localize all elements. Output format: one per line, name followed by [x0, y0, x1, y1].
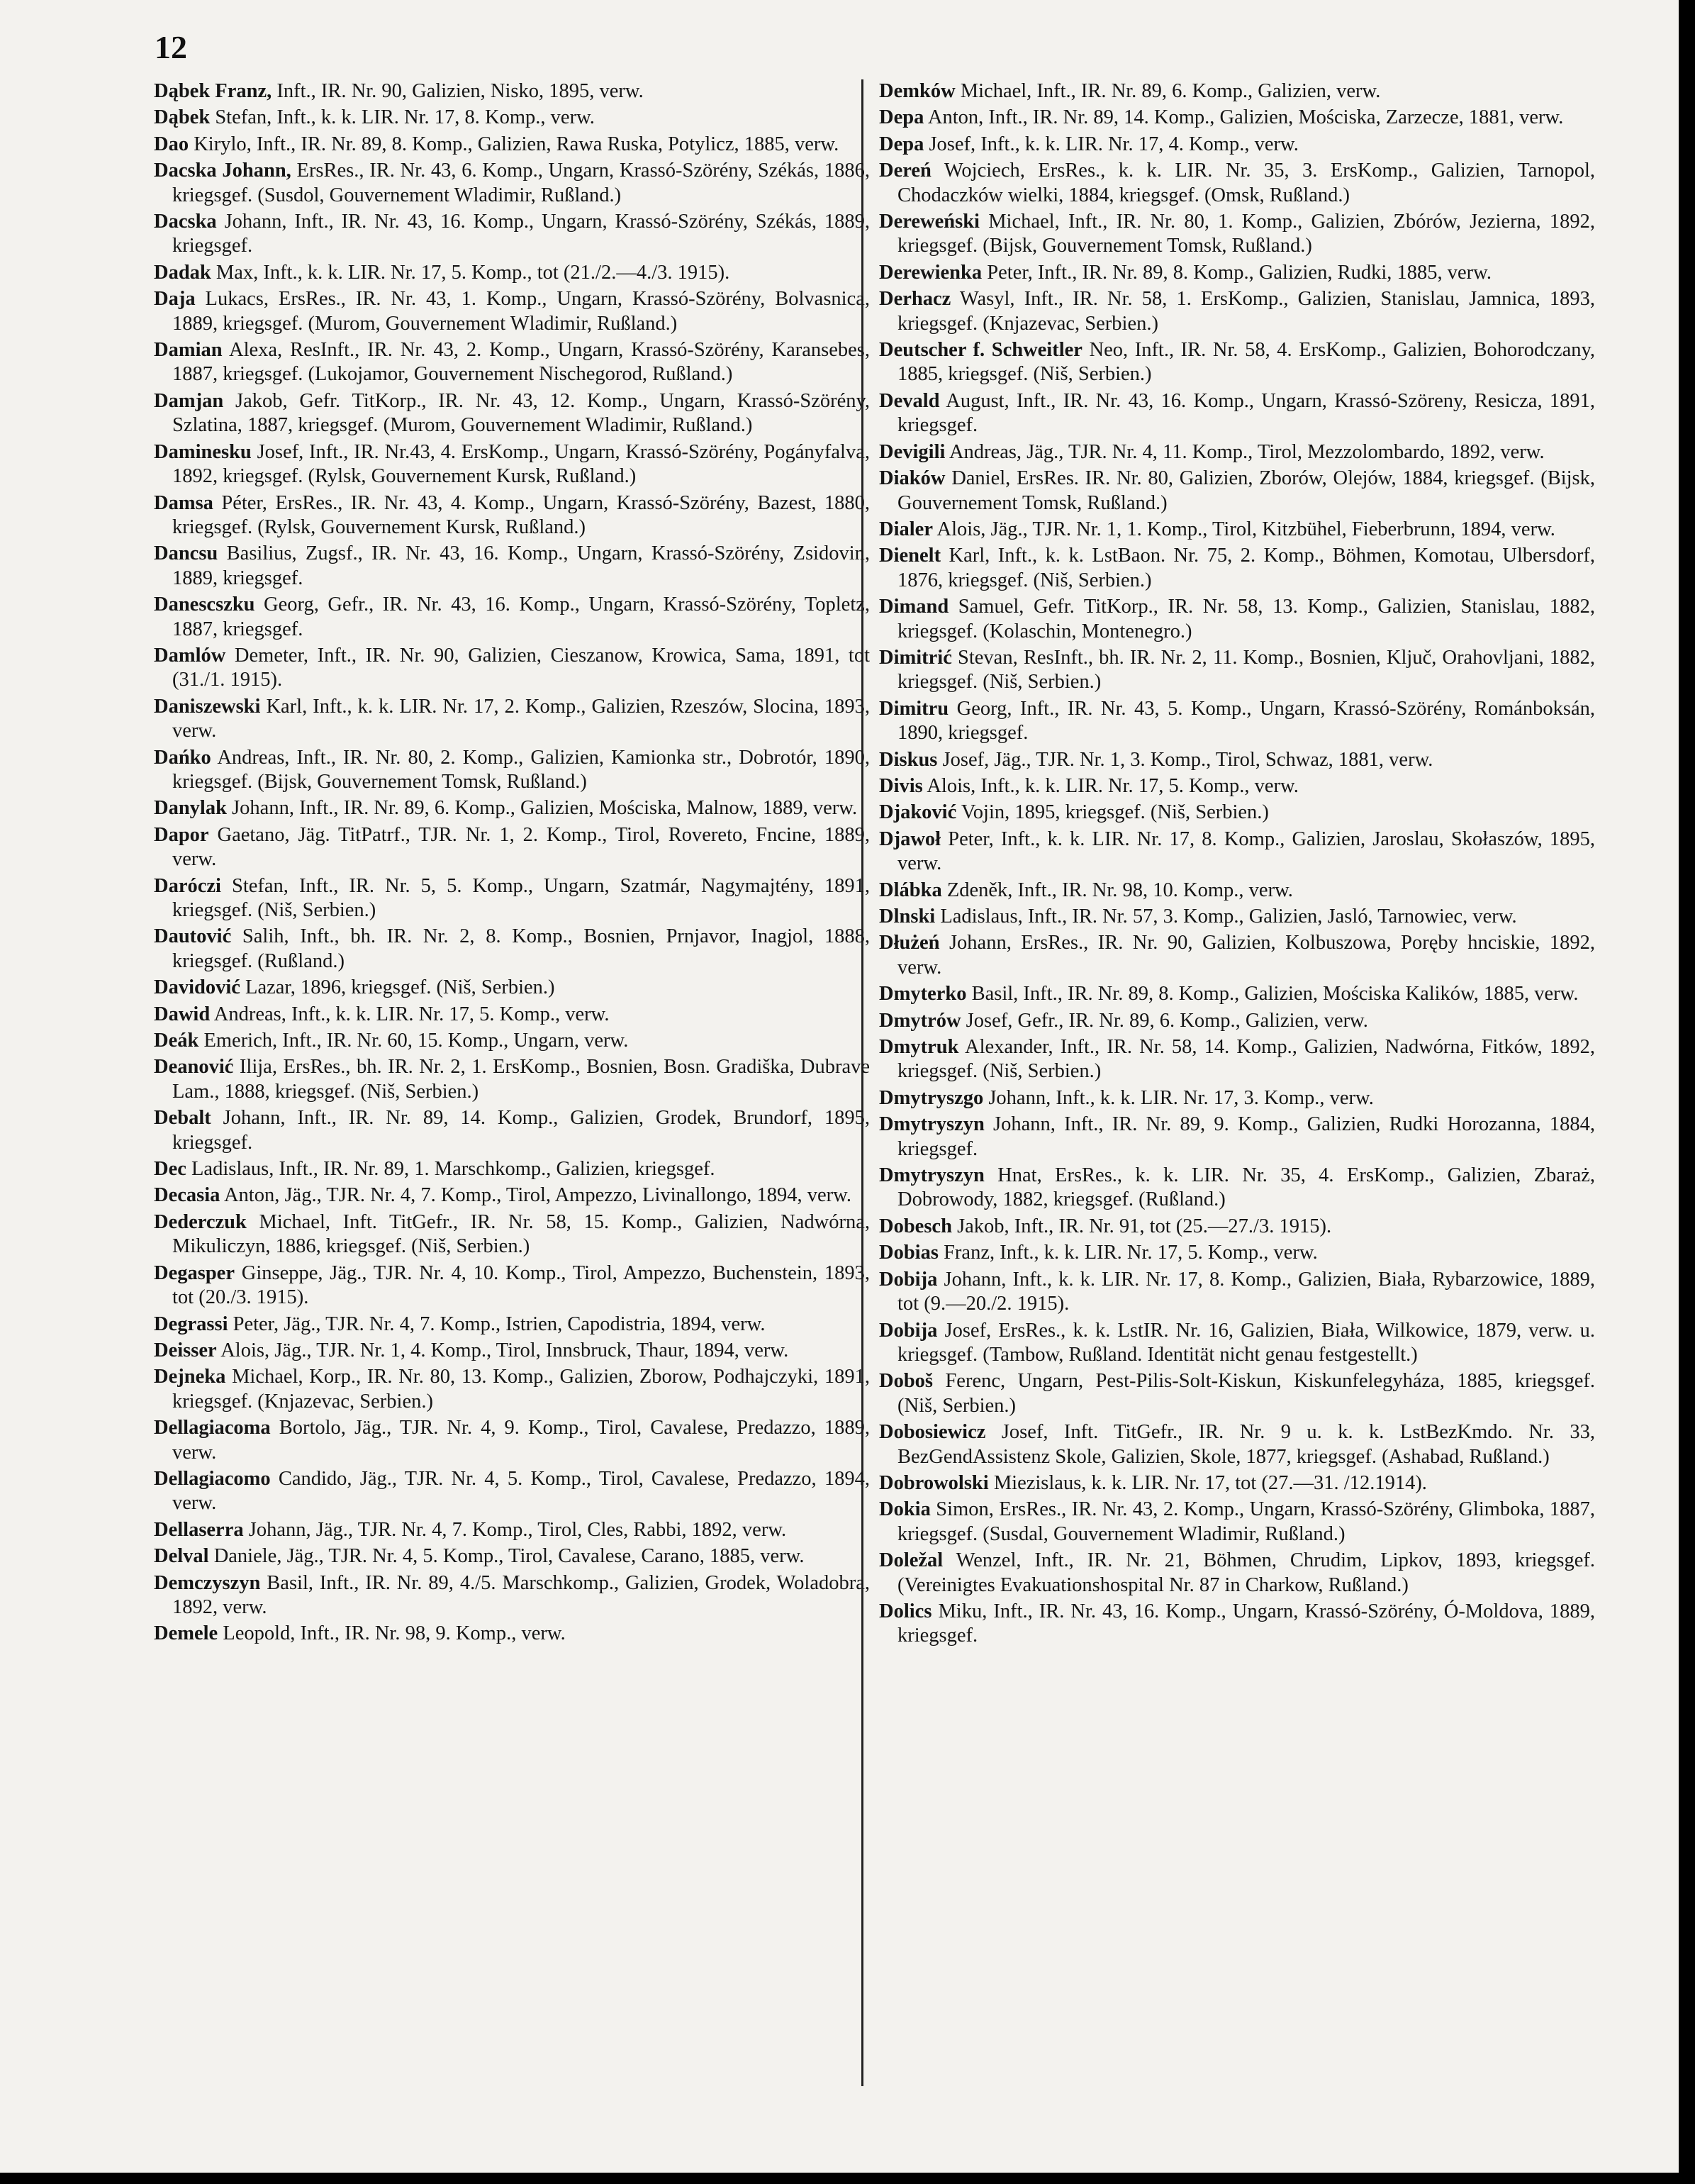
entry-surname: Degrassi: [154, 1313, 228, 1335]
entry-details: Josef, Inft., IR. Nr.43, 4. ErsKomp., Ungarn, Krassó-Szörény, Pogányfalva, 1892, kriegsgef. (Rylsk, Gouvernement Kursk, Rußland.): [172, 440, 870, 488]
entry-surname: Dobias: [879, 1242, 939, 1264]
entry-surname: Dec: [154, 1158, 186, 1181]
entry-surname: Dienelt: [879, 545, 941, 567]
entry-surname: Debalt: [154, 1107, 211, 1130]
entry-surname: Dąbek: [154, 106, 211, 129]
entry-details: Ladislaus, Inft., IR. Nr. 57, 3. Komp., Galizien, Jasló, Tarnowiec, verw.: [940, 906, 1517, 927]
register-entry: [879, 1420, 1595, 1469]
entry-surname: Doboš: [879, 1370, 934, 1393]
register-entry: [879, 106, 1595, 130]
entry-surname: Dańko: [154, 746, 211, 769]
register-entry: [879, 261, 1595, 285]
entry-surname: Devigili: [879, 440, 946, 463]
register-entry: [879, 595, 1595, 644]
entry-details: Ferenc, Ungarn, Pest-Pilis-Solt-Kiskun, Kiskunfelegyháza, 1885, kriegsgef. (Niš, Serbien.): [897, 1370, 1595, 1417]
entry-surname: Dmyterko: [879, 983, 967, 1005]
register-entry: [154, 1571, 870, 1620]
entry-details: Wenzel, Inft., IR. Nr. 21, Böhmen, Chrudim, Lipkov, 1893, kriegsgef. (Vereinigtes Evakuationshospital Nr. 87 in Charkow, Rußland.): [897, 1549, 1595, 1596]
register-entry: [154, 1003, 870, 1027]
entry-surname: Devald: [879, 389, 940, 412]
entry-details: Stevan, ResInft., bh. IR. Nr. 2, 11. Komp., Bosnien, Ključ, Orahovljani, 1882, kriegsgef. (Niš, Serbien.): [897, 646, 1595, 693]
entry-details: Zdeněk, Inft., IR. Nr. 98, 10. Komp., verw.: [946, 879, 1293, 901]
entry-details: Wojciech, ErsRes., k. k. LIR. Nr. 35, 3. ErsKomp., Galizien, Tarnopol, Chodaczków wielki, 1884, kriegsgef. (Omsk, Rußland.): [897, 160, 1595, 206]
entry-details: Peter, Inft., k. k. LIR. Nr. 17, 8. Komp., Galizien, Jaroslau, Skołaszów, 1895, verw.: [897, 828, 1595, 875]
entry-surname: Dobesch: [879, 1215, 952, 1237]
entry-surname: Daróczi: [154, 874, 221, 897]
register-entry: [154, 1544, 870, 1569]
register-entry: [154, 79, 870, 104]
entry-surname: Depa: [879, 133, 924, 155]
entry-surname: Dmytryszyn: [879, 1113, 985, 1136]
entry-surname: Demków: [879, 80, 956, 102]
entry-surname: Diaków: [879, 467, 946, 490]
entry-details: Samuel, Gefr. TitKorp., IR. Nr. 58, 13. Komp., Galizien, Stanislau, 1882, kriegsgef. (Kolaschin, Montenegro.): [897, 596, 1595, 642]
entry-details: Johann, Jäg., TJR. Nr. 4, 7. Komp., Tirol, Cles, Rabbi, 1892, verw.: [248, 1518, 787, 1541]
entry-surname: Dimand: [879, 596, 949, 618]
entry-surname: Dapor: [154, 823, 209, 846]
entry-surname: Dadak: [154, 261, 211, 284]
register-entry: [154, 1210, 870, 1259]
entry-details: Kirylo, Inft., IR. Nr. 89, 8. Komp., Galizien, Rawa Ruska, Potylicz, 1885, verw.: [194, 133, 839, 155]
register-entry: [154, 1365, 870, 1414]
entry-surname: Delval: [154, 1545, 209, 1568]
entry-details: Jakob, Inft., IR. Nr. 91, tot (25.—27./3. 1915).: [957, 1215, 1332, 1237]
register-entry: [879, 1164, 1595, 1213]
entry-details: Alexa, ResInft., IR. Nr. 43, 2. Komp., Ungarn, Krassó-Szörény, Karansebes, 1887, kriegsgef. (Lukojamor, Gouvernement Nischegorod, Rußland.): [172, 339, 870, 386]
page-number: 12: [155, 29, 187, 65]
entry-details: Michael, Korp., IR. Nr. 80, 13. Komp., Galizien, Zborow, Podhajczyki, 1891, kriegsgef. (Knjazevac, Serbien.): [172, 1366, 870, 1413]
entry-details: Miku, Inft., IR. Nr. 43, 16. Komp., Ungarn, Krassó-Szörény, Ó-Moldova, 1889, kriegsgef.: [897, 1600, 1595, 1647]
entry-surname: Decasia: [154, 1184, 220, 1207]
entry-details: Franz, Inft., k. k. LIR. Nr. 17, 5. Komp., verw.: [944, 1242, 1318, 1264]
register-entry: [154, 874, 870, 923]
entry-surname: Demczyszyn: [154, 1571, 261, 1594]
entry-details: Josef, Gefr., IR. Nr. 89, 6. Komp., Galizien, verw.: [966, 1009, 1368, 1032]
entry-details: Peter, Inft., IR. Nr. 89, 8. Komp., Galizien, Rudki, 1885, verw.: [987, 261, 1492, 284]
register-entry: [154, 1313, 870, 1337]
entry-surname: Demele: [154, 1622, 218, 1645]
entry-details: Salih, Inft., bh. IR. Nr. 2, 8. Komp., Bosnien, Prnjavor, Inagjol, 1888, kriegsgef. (Rußland.): [172, 925, 870, 972]
entry-details: Johann, Inft., IR. Nr. 89, 14. Komp., Galizien, Grodek, Brundorf, 1895, kriegsgef.: [172, 1107, 870, 1154]
entry-surname: Deutscher f. Schweitler: [879, 339, 1083, 362]
entry-details: Ladislaus, Inft., IR. Nr. 89, 1. Marschkomp., Galizien, kriegsgef.: [191, 1158, 715, 1181]
register-entry: [879, 1549, 1595, 1598]
register-entry: [879, 1498, 1595, 1547]
entry-surname: Dellagiacoma: [154, 1417, 271, 1439]
register-entry: [154, 133, 870, 157]
entry-details: Johann, Inft., IR. Nr. 89, 9. Komp., Galizien, Rudki Horozanna, 1884, kriegsgef.: [897, 1113, 1595, 1160]
register-entry: [879, 646, 1595, 695]
entry-surname: Dao: [154, 133, 189, 155]
register-entry: [154, 1467, 870, 1516]
entry-details: Lukacs, ErsRes., IR. Nr. 43, 1. Komp., Ungarn, Krassó-Szörény, Bolvasnica, 1889, kriegsgef. (Murom, Gouvernement Wladimir, Rußland.): [172, 288, 870, 335]
register-entry: [879, 1086, 1595, 1110]
register-entry: [154, 976, 870, 1000]
entry-surname: Dlábka: [879, 879, 942, 901]
entry-details: Georg, Gefr., IR. Nr. 43, 16. Komp., Ungarn, Krassó-Szörény, Topletz, 1887, kriegsgef.: [172, 594, 870, 640]
entry-surname: Degasper: [154, 1261, 235, 1284]
entry-surname: Dawid: [154, 1003, 211, 1025]
register-entry: [154, 106, 870, 130]
register-entry: [154, 1339, 870, 1363]
entry-surname: Deisser: [154, 1339, 217, 1361]
register-entry: [154, 159, 870, 208]
entry-details: Georg, Inft., IR. Nr. 43, 5. Komp., Ungarn, Krassó-Szörény, Románboksán, 1890, kriegsgef.: [897, 697, 1595, 745]
entry-details: Josef, Inft., k. k. LIR. Nr. 17, 4. Komp., verw.: [929, 133, 1299, 155]
entry-details: Emerich, Inft., IR. Nr. 60, 15. Komp., Ungarn, verw.: [203, 1030, 629, 1052]
entry-details: Miezislaus, k. k. LIR. Nr. 17, tot (27.—31. /12.1914).: [993, 1471, 1427, 1494]
entry-surname: Doležal: [879, 1549, 944, 1572]
register-entry: [154, 389, 870, 438]
register-entry: [154, 287, 870, 336]
register-entry: [879, 544, 1595, 593]
register-entry: [154, 695, 870, 744]
entry-surname: Deák: [154, 1030, 199, 1052]
register-entry: [154, 644, 870, 693]
entry-details: Gaetano, Jäg. TitPatrf., TJR. Nr. 1, 2. Komp., Tirol, Rovereto, Fncine, 1889, verw.: [172, 823, 870, 871]
register-entry: [879, 79, 1595, 104]
entry-details: Inft., IR. Nr. 90, Galizien, Nisko, 1895, verw.: [276, 80, 644, 102]
entry-details: Bortolo, Jäg., TJR. Nr. 4, 9. Komp., Tirol, Cavalese, Predazzo, 1889, verw.: [172, 1417, 870, 1464]
register-entry: [154, 440, 870, 489]
register-entry: [879, 1035, 1595, 1084]
register-entry: [879, 1268, 1595, 1317]
entry-details: Anton, Jäg., TJR. Nr. 4, 7. Komp., Tirol, Ampezzo, Livinallongo, 1894, verw.: [223, 1184, 852, 1207]
entry-surname: Dacska: [154, 211, 217, 233]
entry-details: August, Inft., IR. Nr. 43, 16. Komp., Ungarn, Krassó-Szöreny, Resicza, 1891, kriegsgef.: [897, 389, 1595, 437]
entry-surname: Damlów: [154, 644, 226, 667]
register-entry: [879, 1241, 1595, 1265]
entry-details: Max, Inft., k. k. LIR. Nr. 17, 5. Komp., tot (21./2.—4./3. 1915).: [216, 261, 730, 284]
entry-details: Stefan, Inft., IR. Nr. 5, 5. Komp., Ungarn, Szatmár, Nagymajtény, 1891, kriegsgef. (Niš, Serbien.): [172, 874, 870, 921]
entry-surname: Daniszewski: [154, 695, 261, 718]
entry-details: Andreas, Jäg., TJR. Nr. 4, 11. Komp., Tirol, Mezzolombardo, 1892, verw.: [949, 440, 1545, 463]
register-entry: [154, 1622, 870, 1646]
entry-details: Johann, Inft., IR. Nr. 89, 6. Komp., Galizien, Mościska, Malnow, 1889, verw.: [232, 797, 858, 820]
entry-details: Johann, Inft., k. k. LIR. Nr. 17, 3. Komp., verw.: [988, 1086, 1374, 1109]
entry-surname: Derhacz: [879, 288, 951, 311]
register-entry: [879, 133, 1595, 157]
register-entry: [154, 1183, 870, 1208]
entry-details: Josef, Inft. TitGefr., IR. Nr. 9 u. k. k. LstBezKmdo. Nr. 33, BezGendAssistenz Skole, Galizien, Skole, 1877, kriegsgef. (Ashabad, Rußland.): [897, 1421, 1595, 1468]
register-entry: [154, 593, 870, 642]
register-entry: [154, 1416, 870, 1465]
entry-details: Johann, Inft., IR. Nr. 43, 16. Komp., Ungarn, Krassó-Szörény, Székás, 1889, kriegsgef.: [172, 211, 870, 257]
entry-details: Stefan, Inft., k. k. LIR. Nr. 17, 8. Komp., verw.: [215, 106, 595, 129]
entry-surname: Dlnski: [879, 906, 936, 927]
entry-surname: Djaković: [879, 801, 957, 824]
register-entry: [154, 491, 870, 540]
entry-surname: Dolics: [879, 1600, 932, 1622]
entry-details: Neo, Inft., IR. Nr. 58, 4. ErsKomp., Galizien, Bohorodczany, 1885, kriegsgef. (Niš, Serbien.): [897, 339, 1595, 386]
register-entry: [879, 1369, 1595, 1418]
register-entry: [154, 1157, 870, 1181]
entry-details: Peter, Jäg., TJR. Nr. 4, 7. Komp., Istrien, Capodistria, 1894, verw.: [233, 1313, 766, 1335]
entry-surname: Dmytryszgo: [879, 1086, 984, 1109]
entry-surname: Dejneka: [154, 1366, 226, 1388]
entry-surname: Derewienka: [879, 261, 983, 284]
entry-surname: Davidović: [154, 976, 240, 999]
register-entry: [879, 697, 1595, 746]
entry-details: Karl, Inft., k. k. LIR. Nr. 17, 2. Komp., Galizien, Rzeszów, Slocina, 1893, verw.: [172, 695, 870, 742]
entry-details: Josef, Jäg., TJR. Nr. 1, 3. Komp., Tirol, Schwaz, 1881, verw.: [942, 748, 1433, 771]
entry-surname: Damsa: [154, 491, 213, 514]
entry-surname: Dederczuk: [154, 1210, 247, 1233]
entry-surname: Divis: [879, 774, 923, 797]
register-entry: [879, 1009, 1595, 1033]
register-entry: [879, 159, 1595, 208]
entry-details: Basil, Inft., IR. Nr. 89, 4./5. Marschkomp., Galizien, Grodek, Woladobra, 1892, verw.: [172, 1571, 870, 1618]
entry-surname: Dobija: [879, 1268, 938, 1291]
register-entry: [154, 1029, 870, 1053]
entry-details: Michael, Inft., IR. Nr. 89, 6. Komp., Galizien, verw.: [960, 80, 1381, 102]
entry-details: Jakob, Gefr. TitKorp., IR. Nr. 43, 12. Komp., Ungarn, Krassó-Szörény, Szlatina, 1887, kriegsgef. (Murom, Gouvernement Wladimir, Rußland.): [172, 389, 870, 437]
entry-surname: Daminesku: [154, 440, 252, 463]
register-entry: [879, 748, 1595, 772]
entry-surname: Depa: [879, 106, 924, 129]
entry-details: Karl, Inft., k. k. LstBaon. Nr. 75, 2. Komp., Böhmen, Komotau, Ulbersdorf, 1876, kriegsgef. (Niš, Serbien.): [897, 545, 1595, 591]
entry-details: Wasyl, Inft., IR. Nr. 58, 1. ErsKomp., Galizien, Stanislau, Jamnica, 1893, kriegsgef. (Knjazevac, Serbien.): [897, 288, 1595, 335]
entry-surname: Dereń: [879, 160, 932, 182]
entry-details: Alois, Inft., k. k. LIR. Nr. 17, 5. Komp., verw.: [927, 774, 1299, 797]
register-entry: [154, 746, 870, 795]
entry-surname: Dimitru: [879, 697, 949, 720]
register-entry: [154, 796, 870, 820]
entry-details: Lazar, 1896, kriegsgef. (Niš, Serbien.): [245, 976, 555, 999]
register-entry: [879, 210, 1595, 259]
entry-details: Daniele, Jäg., TJR. Nr. 4, 5. Komp., Tirol, Cavalese, Carano, 1885, verw.: [213, 1545, 805, 1568]
register-entry: [879, 518, 1595, 542]
entry-details: Simon, ErsRes., IR. Nr. 43, 2. Komp., Ungarn, Krassó-Szörény, Glimboka, 1887, kriegsgef. (Susdal, Gouvernement Wladimir, Rußland.): [897, 1498, 1595, 1545]
entry-surname: Dautović: [154, 925, 232, 948]
entry-details: Demeter, Inft., IR. Nr. 90, Galizien, Cieszanow, Krowica, Sama, 1891, tot (31./1. 1915).: [172, 644, 870, 691]
entry-surname: Damjan: [154, 389, 224, 412]
entry-details: ErsRes., IR. Nr. 43, 6. Komp., Ungarn, Krassó-Szörény, Székás, 1886, kriegsgef. (Susdol, Gouvernement Wladimir, Rußland.): [172, 160, 870, 206]
register-entry: [879, 440, 1595, 464]
register-entry: [879, 982, 1595, 1006]
entry-details: Candido, Jäg., TJR. Nr. 4, 5. Komp., Tirol, Cavalese, Predazzo, 1894, verw.: [172, 1467, 870, 1515]
register-entry: [879, 1600, 1595, 1649]
register-entry: [879, 801, 1595, 825]
register-entry: [879, 1471, 1595, 1495]
entry-details: Hnat, ErsRes., k. k. LIR. Nr. 35, 4. ErsKomp., Galizien, Zbaraż, Dobrowody, 1882, kriegsgef. (Rußland.): [897, 1164, 1595, 1211]
register-entry: [879, 1113, 1595, 1161]
entry-details: Leopold, Inft., IR. Nr. 98, 9. Komp., verw.: [223, 1622, 566, 1645]
entry-details: Ilija, ErsRes., bh. IR. Nr. 2, 1. ErsKomp., Bosnien, Bosn. Gradiška, Dubrave Lam., 1888, kriegsgef. (Niš, Serbien.): [172, 1056, 870, 1103]
entry-details: Alexander, Inft., IR. Nr. 58, 14. Komp., Galizien, Nadwórna, Fitków, 1892, kriegsgef. (Niš, Serbien.): [897, 1036, 1595, 1083]
entry-surname: Diskus: [879, 748, 938, 771]
entry-surname: Dimitrić: [879, 646, 952, 669]
entry-surname: Dmytrów: [879, 1009, 961, 1032]
register-entry: [879, 467, 1595, 516]
entry-surname: Dobija: [879, 1319, 938, 1342]
entry-details: Michael, Inft., IR. Nr. 80, 1. Komp., Galizien, Zbórów, Jezierna, 1892, kriegsgef. (Bijsk, Gouvernement Tomsk, Rußland.): [897, 211, 1595, 257]
entry-surname: Dąbek Franz,: [154, 80, 272, 102]
left-column: [154, 79, 870, 2100]
entry-surname: Dmytryszyn: [879, 1164, 985, 1187]
entry-surname: Dmytruk: [879, 1036, 959, 1059]
entry-details: Péter, ErsRes., IR. Nr. 43, 4. Komp., Ungarn, Krassó-Szörény, Bazest, 1880, kriegsgef. (Rylsk, Gouvernement Kursk, Rußland.): [172, 491, 870, 538]
register-entry: [879, 1215, 1595, 1239]
entry-details: Michael, Inft. TitGefr., IR. Nr. 58, 15. Komp., Galizien, Nadwórna, Mikuliczyn, 1886, kriegsgef. (Niš, Serbien.): [172, 1210, 870, 1258]
register-entry: [154, 542, 870, 591]
entry-details: Basilius, Zugsf., IR. Nr. 43, 16. Komp., Ungarn, Krassó-Szörény, Zsidovin, 1889, kriegsgef.: [172, 542, 870, 589]
entry-surname: Dereweński: [879, 211, 980, 233]
entry-details: Alois, Jäg., TJR. Nr. 1, 1. Komp., Tirol, Kitzbühel, Fieberbrunn, 1894, verw.: [936, 518, 1555, 540]
entry-details: Daniel, ErsRes. IR. Nr. 80, Galizien, Zborów, Olejów, 1884, kriegsgef. (Bijsk, Gouvernement Tomsk, Rußland.): [897, 467, 1595, 514]
entry-details: Vojin, 1895, kriegsgef. (Niš, Serbien.): [961, 801, 1269, 824]
entry-surname: Daja: [154, 288, 196, 311]
register-entry: [879, 287, 1595, 336]
register-entry: [154, 823, 870, 872]
entry-surname: Dancsu: [154, 542, 218, 565]
entry-details: Basil, Inft., IR. Nr. 89, 8. Komp., Galizien, Mościska Kalików, 1885, verw.: [971, 983, 1579, 1005]
entry-surname: Dobosiewicz: [879, 1421, 986, 1444]
entry-surname: Dobrowolski: [879, 1471, 989, 1494]
entry-surname: Dellagiacomo: [154, 1467, 271, 1490]
register-entry: [879, 774, 1595, 798]
entry-details: Johann, ErsRes., IR. Nr. 90, Galizien, Kolbuszowa, Poręby hnciskie, 1892, verw.: [897, 932, 1595, 979]
entry-surname: Djawoł: [879, 828, 941, 850]
entry-details: Alois, Jäg., TJR. Nr. 1, 4. Komp., Tirol, Innsbruck, Thaur, 1894, verw.: [220, 1339, 789, 1361]
entry-details: Josef, ErsRes., k. k. LstIR. Nr. 16, Galizien, Biała, Wilkowice, 1879, verw. u. kriegsgef. (Tambow, Rußland. Identität nicht genau festgestellt.): [897, 1319, 1595, 1366]
register-entry: [879, 879, 1595, 903]
register-entry: [879, 338, 1595, 387]
entry-details: Johann, Inft., k. k. LIR. Nr. 17, 8. Komp., Galizien, Biała, Rybarzowice, 1889, tot (9.—20./2. 1915).: [897, 1268, 1595, 1315]
entry-surname: Dacska Johann,: [154, 160, 291, 182]
register-entry: [154, 338, 870, 387]
register-entry: [154, 261, 870, 285]
register-entry: [154, 1106, 870, 1155]
entry-surname: Dellaserra: [154, 1518, 244, 1541]
register-entry: [879, 905, 1595, 929]
register-entry: [154, 1055, 870, 1104]
register-entry: [154, 1261, 870, 1310]
register-entry: [154, 1518, 870, 1542]
register-entry: [879, 828, 1595, 876]
register-entry: [154, 210, 870, 259]
register-entry: [879, 931, 1595, 980]
entry-surname: Danylak: [154, 797, 227, 820]
register-entry: [879, 389, 1595, 438]
right-column: [879, 79, 1595, 2100]
register-entry: [154, 925, 870, 974]
entry-surname: Dokia: [879, 1498, 931, 1521]
entry-details: Andreas, Inft., k. k. LIR. Nr. 17, 5. Komp., verw.: [213, 1003, 610, 1025]
entry-details: Anton, Inft., IR. Nr. 89, 14. Komp., Galizien, Mościska, Zarzecze, 1881, verw.: [927, 106, 1564, 129]
entry-surname: Deanović: [154, 1056, 234, 1079]
entry-details: Andreas, Inft., IR. Nr. 80, 2. Komp., Galizien, Kamionka str., Dobrotór, 1890, kriegsgef. (Bijsk, Gouvernement Tomsk, Rußland.): [172, 746, 870, 793]
entry-surname: Danescszku: [154, 594, 255, 616]
entry-surname: Damian: [154, 339, 223, 362]
entry-surname: Dłużeń: [879, 932, 940, 954]
entry-details: Ginseppe, Jäg., TJR. Nr. 4, 10. Komp., Tirol, Ampezzo, Buchenstein, 1893, tot (20./3. 1915).: [172, 1261, 870, 1309]
register-entry: [879, 1319, 1595, 1368]
entry-surname: Dialer: [879, 518, 933, 540]
